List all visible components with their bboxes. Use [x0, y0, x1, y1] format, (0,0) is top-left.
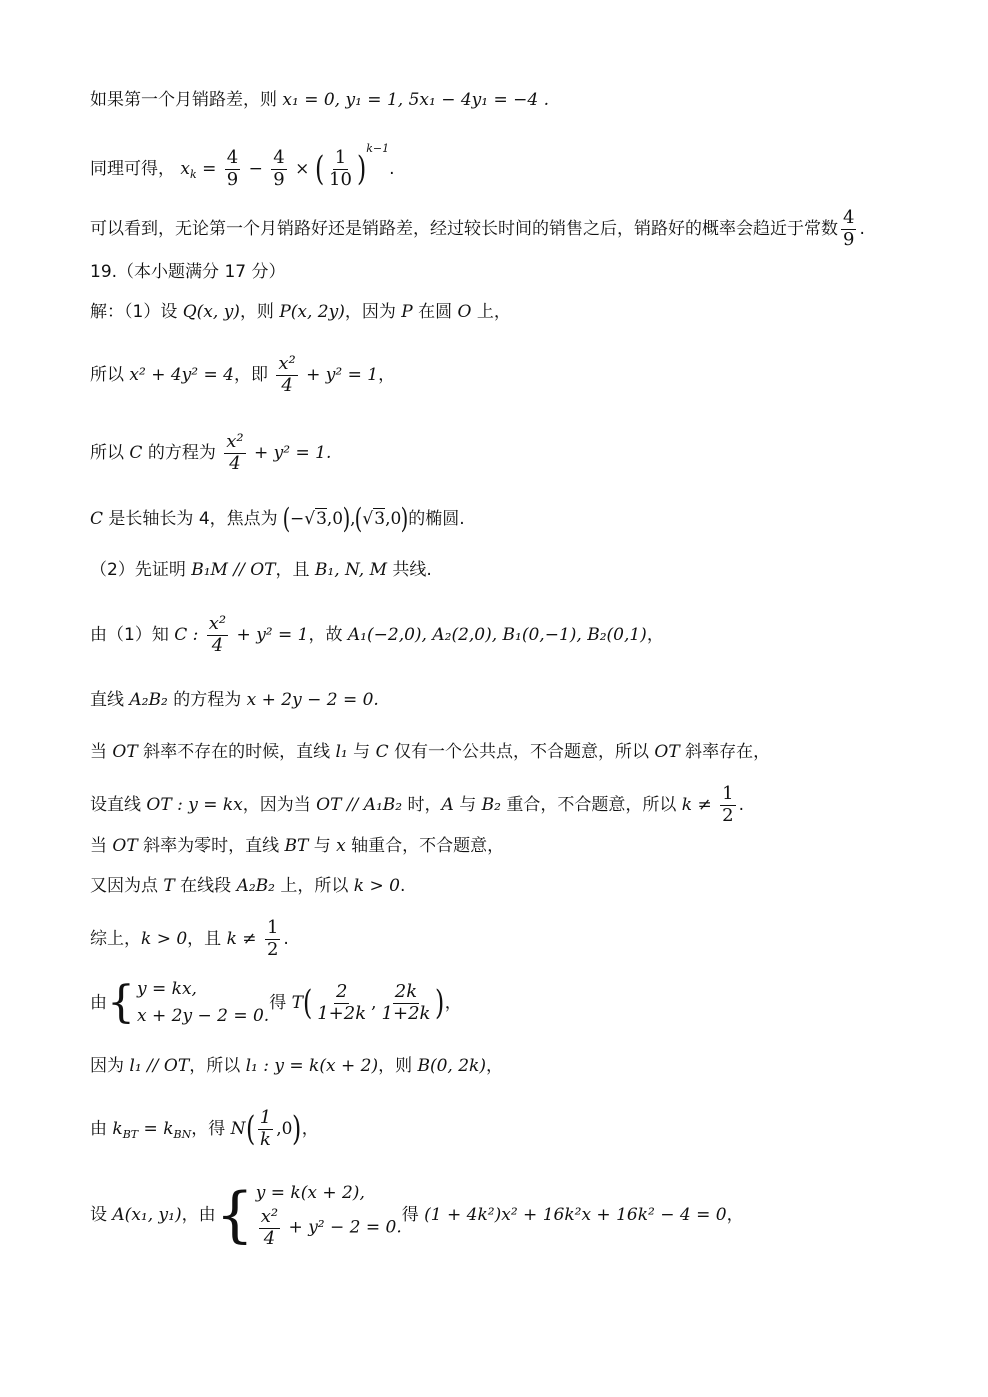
math-var: BT — [284, 836, 309, 856]
text-span: 的椭圆. — [408, 509, 465, 529]
math-expression: ,0 — [276, 1119, 293, 1140]
line-13 — [90, 784, 928, 826]
math-op: , — [371, 993, 377, 1014]
text-span: 上， — [471, 302, 511, 322]
line-5 — [90, 302, 928, 322]
text-span: ， — [378, 365, 396, 386]
math-expression: x² + 4y² = 4 — [129, 365, 234, 386]
fraction — [315, 982, 368, 1024]
math-op: − — [289, 509, 305, 529]
sqrt-radicand: 3 — [374, 509, 386, 529]
line-15 — [90, 876, 928, 896]
math-expression: + y² = 1. — [248, 443, 332, 464]
line-19: 由 $k_{BT} = k_{BN}$，得 N( $\frac{1}{k}$ ,0)， — [90, 1107, 319, 1150]
numerator: 1 — [334, 146, 347, 168]
text-span: ， — [485, 1056, 503, 1076]
text-span: . — [738, 795, 744, 816]
math-var: l₁ — [335, 742, 348, 762]
denominator: 9 — [273, 168, 285, 190]
math-var: T — [163, 876, 175, 896]
math-var: C — [375, 742, 389, 762]
line-8: C 是长轴长为 4，焦点为 (−√3,0),(√3,0)的椭圆. — [90, 502, 465, 535]
line-10 — [90, 614, 928, 656]
text-span: 斜率不存在的时候，直线 — [137, 742, 336, 762]
text-span: 得 — [401, 1204, 425, 1225]
text-span: 同理可得， — [90, 159, 175, 179]
text-span: 是长轴长为 4，焦点为 — [103, 509, 284, 529]
math-expression: (1 + 4k²)x² + 16k²x + 16k² − 4 = 0 — [424, 1204, 727, 1225]
text-span: 在线段 — [174, 876, 237, 896]
denominator: 9 — [843, 228, 855, 250]
numerator: 1 — [259, 1107, 272, 1128]
line-2: 同理可得， $x_k$ = $\frac{4}{9}$ − $\frac{4}{9}$ × ( $\frac{1}{10}$ )$^{k-1}$. — [90, 142, 395, 190]
text-span: 斜率存在， — [679, 742, 771, 762]
numerator: x² — [278, 353, 296, 374]
math-expression: OT // A₁B₂ — [316, 795, 403, 816]
numerator: 4 — [226, 146, 239, 168]
math-expression: A₁(−2,0), A₂(2,0), B₁(0,−1), B₂(0,1) — [347, 625, 647, 646]
fraction — [271, 148, 286, 190]
numerator: 4 — [843, 207, 855, 228]
math-var: k — [112, 1119, 123, 1140]
math-expression: B(0, 2k) — [417, 1056, 486, 1076]
math-expression: B₁, N, M — [314, 560, 388, 580]
text-span: ，因为 — [344, 302, 402, 322]
line-4-heading — [90, 262, 928, 282]
text-span: 与 — [453, 795, 482, 816]
text-span: 在圆 — [412, 302, 458, 322]
line-14 — [90, 836, 928, 856]
text-span: 仅有一个公共点，不合题意，所以 — [388, 742, 655, 762]
numerator: x² — [208, 613, 227, 634]
numerator: 2k — [394, 981, 418, 1002]
math-op: − — [243, 159, 269, 179]
line-9 — [90, 560, 928, 580]
math-expression: A₂B₂ — [236, 876, 275, 896]
text-span: . — [283, 929, 289, 950]
equation: x + 2y − 2 = 0. — [137, 1006, 270, 1027]
text-span: 综上， — [90, 929, 141, 950]
math-var: OT — [654, 742, 680, 762]
math-var: x — [336, 836, 346, 856]
numerator: x² — [260, 1206, 279, 1228]
denominator: k — [260, 1128, 271, 1150]
math-expression: l₁ : y = k(x + 2) — [245, 1056, 379, 1076]
text-span: ， — [646, 625, 664, 646]
math-op: × — [289, 159, 315, 179]
text-span: 所以 — [90, 365, 130, 386]
text-span: 与 — [347, 742, 376, 762]
equation: y = k(x + 2), — [255, 1183, 365, 1203]
text-span: ，则 — [378, 1056, 418, 1076]
text-span: 共线. — [387, 560, 432, 580]
line-12 — [90, 742, 928, 762]
denominator: 4 — [281, 374, 293, 396]
denominator: 2 — [722, 804, 734, 826]
math-sub: BT — [122, 1128, 139, 1142]
text-span: ，由 — [181, 1204, 216, 1225]
fraction — [259, 1207, 280, 1249]
denominator: 4 — [211, 634, 224, 656]
text-span: 设 — [90, 1204, 113, 1225]
denominator: 2 — [266, 938, 279, 960]
text-span: 得 — [269, 993, 292, 1014]
text-span: 当 — [90, 742, 113, 762]
text-span: ，则 — [239, 302, 280, 322]
text-span: ，故 — [308, 625, 348, 646]
math-expression: k ≠ — [681, 795, 718, 816]
math-expression: + y² = 1 — [231, 625, 309, 646]
text-span: ， — [444, 993, 462, 1014]
numerator: 2 — [335, 981, 348, 1002]
exponent: k−1 — [366, 142, 390, 155]
text-span: 重合，不合题意，所以 — [500, 795, 682, 816]
numerator: 1 — [266, 917, 279, 938]
text-span: 解：（1）设 — [90, 302, 183, 322]
fraction — [276, 354, 297, 396]
denominator: 10 — [329, 168, 352, 190]
sqrt-radicand: 3 — [316, 509, 327, 529]
text-span: ，因为当 — [242, 795, 317, 816]
text-span: ，所以 — [189, 1056, 246, 1076]
numerator: x² — [226, 431, 244, 452]
text-span: ，即 — [233, 365, 274, 386]
text-span: . — [399, 876, 406, 896]
text-span: 如果第一个月销路差，则 — [90, 90, 283, 110]
fraction — [841, 208, 856, 250]
denominator: 1+2k — [317, 1002, 367, 1024]
text-span: 当 — [90, 836, 113, 856]
text-span: 因为 — [90, 1056, 130, 1076]
text-span: 由 — [90, 1119, 113, 1140]
fraction — [225, 148, 240, 190]
text-span: ， — [301, 1119, 319, 1140]
text-span: 所以 — [90, 443, 130, 464]
line-1 — [90, 90, 928, 110]
text-span: 与 — [308, 836, 337, 856]
math-expression: + y² = 1 — [300, 365, 379, 386]
math-var: x — [180, 159, 190, 179]
math-expression: A₂B₂ — [129, 690, 168, 710]
equation-system — [256, 1180, 402, 1250]
fraction — [720, 784, 735, 826]
text-span: ，且 — [187, 929, 227, 950]
fraction — [258, 1108, 273, 1150]
math-expression: P(x, 2y) — [279, 302, 345, 322]
line-6 — [90, 354, 928, 396]
line-3: 可以看到，无论第一个月销路好还是销路差，经过较长时间的销售之后，销路好的概率会趋近于常数 $\frac{4}{9}$ . — [90, 207, 865, 250]
denominator: 9 — [226, 168, 239, 190]
math-op: = — [196, 159, 222, 179]
line-20: 设 A(x₁, y₁)，由{ y = k(x + 2), $\frac{\text{x²}}{4}$ + y² − 2 = 0. 得 (1 + 4k²)x² + 16k²x + 16k² − 4 = 0， — [90, 1179, 744, 1250]
math-var: O — [457, 302, 472, 322]
math-var: C — [90, 509, 104, 529]
math-var: OT — [112, 836, 138, 856]
fraction — [224, 432, 245, 474]
equation: y = kx, — [137, 979, 197, 999]
math-expression: OT : y = kx — [146, 795, 243, 816]
denominator: 4 — [229, 452, 241, 474]
text-span: ， — [726, 1204, 744, 1225]
math-expression: C : — [174, 625, 204, 646]
equation — [256, 1207, 402, 1249]
line-16 — [90, 918, 928, 960]
math-expression: A(x₁, y₁) — [112, 1204, 182, 1225]
fraction — [327, 148, 354, 190]
text-span: 设直线 — [90, 795, 147, 816]
math-sub: k — [190, 168, 197, 181]
math-var: C — [129, 443, 143, 464]
fraction — [207, 614, 228, 656]
text-span: 可以看到，无论第一个月销路好还是销路差，经过较长时间的销售之后，销路好的概率会趋近于常数 — [90, 219, 838, 240]
line-7 — [90, 432, 928, 474]
math-expression: x₁ = 0, y₁ = 1, 5x₁ − 4y₁ = −4 . — [282, 90, 550, 110]
math-expression: = k — [138, 1119, 174, 1140]
math-var: B₂ — [481, 795, 501, 816]
line-18 — [90, 1056, 928, 1076]
text-span: ，且 — [275, 560, 315, 580]
fraction — [380, 982, 433, 1024]
math-expression: k ≠ — [226, 929, 262, 950]
denominator: 4 — [263, 1227, 276, 1249]
text-span: ，得 — [191, 1119, 231, 1140]
math-var: T — [291, 993, 303, 1014]
text-span: 斜率为零时，直线 — [137, 836, 285, 856]
math-expression: l₁ // OT — [129, 1056, 190, 1076]
text-span: 直线 — [90, 690, 130, 710]
math-var: OT — [112, 742, 138, 762]
math-sub: BN — [173, 1128, 192, 1142]
math-var: A — [441, 795, 454, 816]
text-span: 轴重合，不合题意， — [345, 836, 505, 856]
math-op: , — [350, 509, 356, 529]
fraction — [265, 918, 280, 960]
text-span: 时， — [402, 795, 442, 816]
math-expression: k > 0 — [353, 876, 400, 896]
denominator: 1+2k — [381, 1002, 431, 1024]
text-span: 又因为点 — [90, 876, 164, 896]
math-var: P — [401, 302, 413, 322]
numerator: 4 — [273, 146, 285, 168]
math-expression: ,0 — [326, 509, 344, 529]
math-expression: x + 2y − 2 = 0. — [246, 690, 379, 710]
text-span: 上，所以 — [274, 876, 354, 896]
text-span: （2）先证明 — [90, 560, 192, 580]
text-span: 由 — [90, 993, 107, 1014]
math-expression: Q(x, y) — [182, 302, 240, 322]
problem-heading: 19.（本小题满分 17 分） — [90, 262, 286, 282]
line-17: 由{ y = kx, x + 2y − 2 = 0. 得 T( $\frac{2}{1+2k}$ , $\frac{2k}{1+2k}$ )， — [90, 976, 928, 1030]
math-expression: ,0 — [385, 509, 402, 529]
equation-system — [137, 976, 269, 1030]
math-var: N — [230, 1119, 246, 1140]
numerator: 1 — [722, 783, 734, 804]
line-11 — [90, 690, 928, 710]
math-expression: + y² − 2 = 0. — [283, 1217, 402, 1238]
text-span: 由（1）知 — [90, 625, 175, 646]
math-expression: k > 0 — [141, 929, 188, 950]
text-span: 的方程为 — [167, 690, 247, 710]
math-expression: B₁M // OT — [191, 560, 276, 580]
text-span: 的方程为 — [142, 443, 222, 464]
